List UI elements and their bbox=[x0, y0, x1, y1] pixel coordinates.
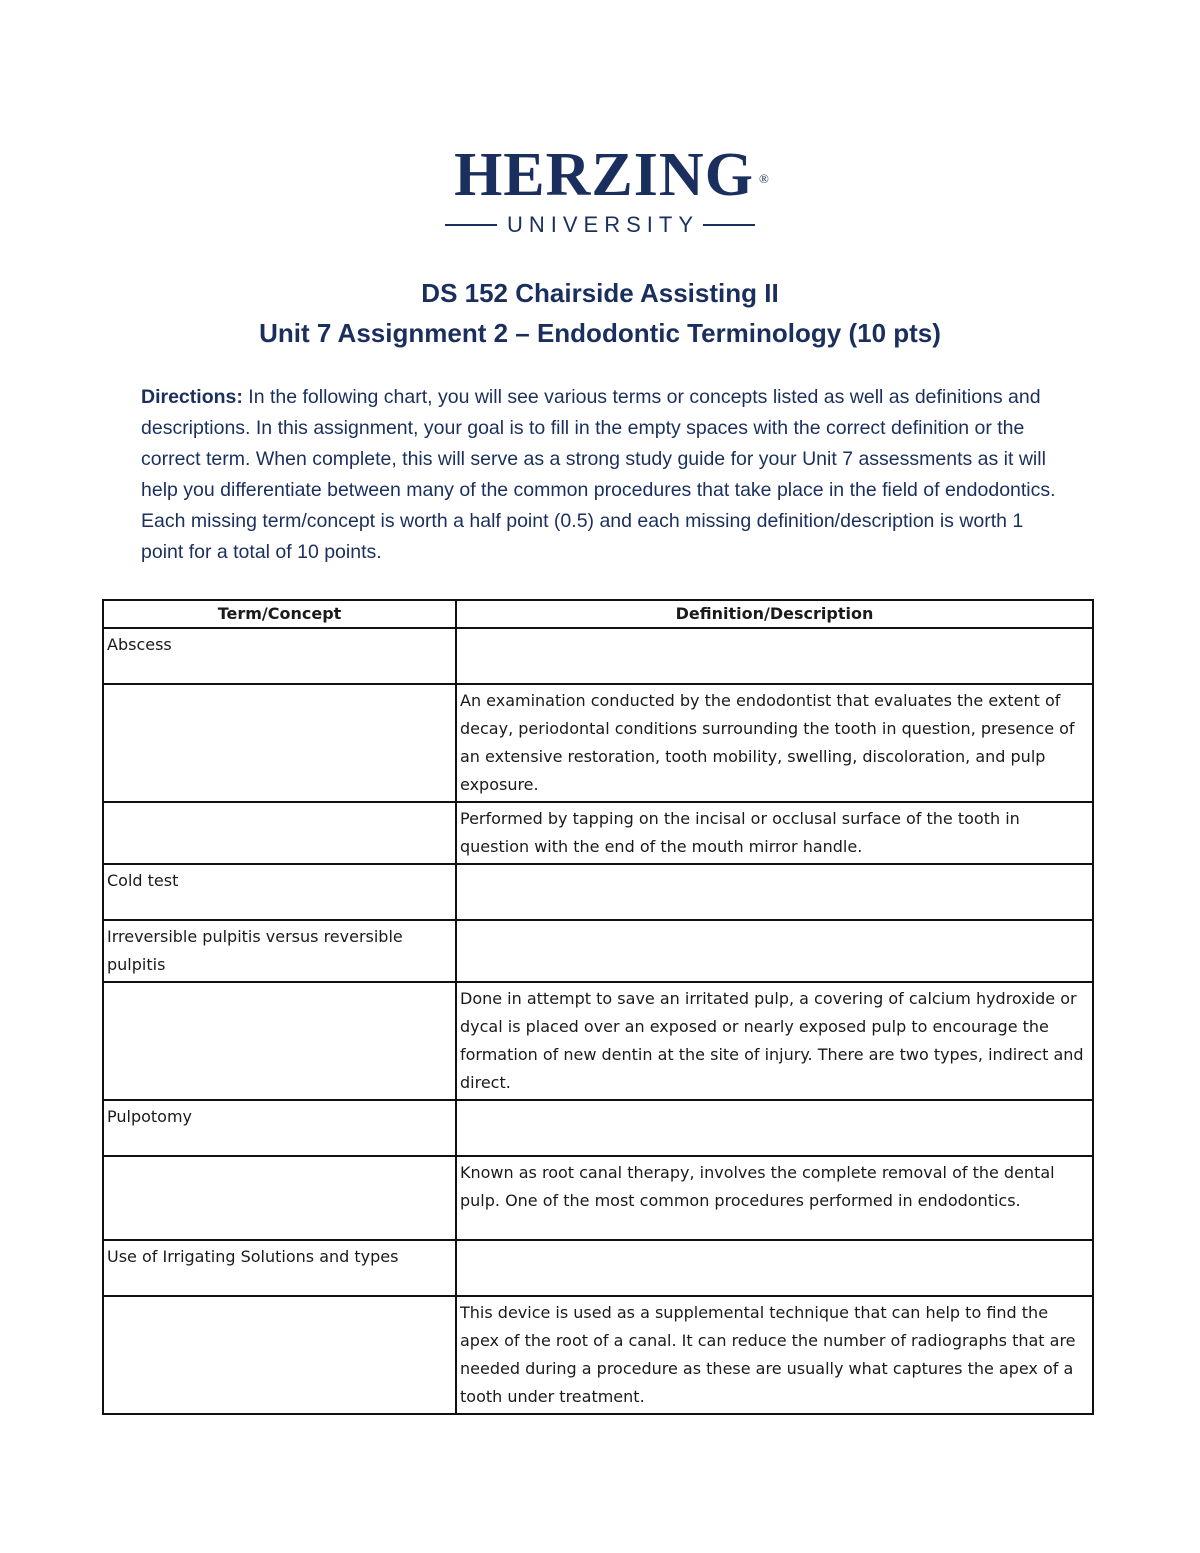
registered-mark: ® bbox=[759, 171, 770, 186]
term-cell[interactable] bbox=[103, 684, 456, 802]
term-cell[interactable] bbox=[103, 982, 456, 1100]
definition-cell[interactable]: Performed by tapping on the incisal or occlusal surface of the tooth in question with the end of the mouth mirror handle. bbox=[456, 802, 1093, 864]
table-row bbox=[103, 1240, 1093, 1296]
directions-text: In the following chart, you will see various terms or concepts listed as well as definitions and descriptions. In this assignment, your goal is to fill in the empty spaces with the correct definition or the correct term. When complete, this will serve as a strong study guide for your Unit 7 assessments as it will help you differentiate between many of the common procedures that take place in the field of endodontics. Each missing term/concept is worth a half point (0.5) and each missing definition/description is worth 1 point for a total of 10 points. bbox=[141, 386, 1056, 563]
directions-label: Directions: bbox=[141, 386, 243, 408]
assignment-title: Unit 7 Assignment 2 – Endodontic Terminology (10 pts) bbox=[259, 318, 941, 348]
term-cell[interactable] bbox=[103, 1156, 456, 1240]
term-cell[interactable] bbox=[103, 802, 456, 864]
table-row bbox=[103, 802, 1093, 864]
definition-cell[interactable] bbox=[456, 1100, 1093, 1156]
document-header bbox=[0, 273, 1200, 353]
definition-cell[interactable]: Known as root canal therapy, involves the complete removal of the dental pulp. One of the most common procedures performed in endodontics. bbox=[456, 1156, 1093, 1240]
definition-cell[interactable]: This device is used as a supplemental technique that can help to find the apex of the root of a canal. It can reduce the number of radiographs that are needed during a procedure as these are usually what captures the apex of a tooth under treatment. bbox=[456, 1296, 1093, 1414]
definition-cell[interactable] bbox=[456, 1240, 1093, 1296]
logo-name-text: HERZING bbox=[454, 141, 754, 209]
university-logo bbox=[0, 143, 1200, 238]
table-row bbox=[103, 1296, 1093, 1414]
term-cell[interactable] bbox=[103, 1296, 456, 1414]
table-row bbox=[103, 1100, 1093, 1156]
logo-subtitle-text: UNIVERSITY bbox=[506, 212, 700, 237]
logo-wordmark bbox=[454, 141, 770, 209]
table-row bbox=[103, 982, 1093, 1100]
table-header-row bbox=[103, 600, 1093, 628]
term-cell[interactable]: Pulpotomy bbox=[103, 1100, 456, 1156]
table-row bbox=[103, 684, 1093, 802]
definition-cell[interactable]: An examination conducted by the endodontist that evaluates the extent of decay, periodontal conditions surrounding the tooth in question, presence of an extensive restoration, tooth mobility, swelling, discoloration, and pulp exposure. bbox=[456, 684, 1093, 802]
term-cell[interactable]: Cold test bbox=[103, 864, 456, 920]
logo-rule-right bbox=[703, 224, 755, 226]
table-row bbox=[103, 1156, 1093, 1240]
logo-subtitle bbox=[0, 212, 1200, 238]
term-cell[interactable]: Use of Irrigating Solutions and types bbox=[103, 1240, 456, 1296]
header-definition: Definition/Description bbox=[456, 600, 1093, 628]
logo-rule-left bbox=[445, 224, 497, 226]
course-title: DS 152 Chairside Assisting II bbox=[421, 278, 779, 308]
table-row bbox=[103, 864, 1093, 920]
directions-paragraph bbox=[141, 382, 1066, 568]
table-row bbox=[103, 920, 1093, 982]
definition-cell[interactable] bbox=[456, 628, 1093, 684]
term-cell[interactable]: Abscess bbox=[103, 628, 456, 684]
table-row bbox=[103, 628, 1093, 684]
term-cell[interactable]: Irreversible pulpitis versus reversible pulpitis bbox=[103, 920, 456, 982]
terminology-table bbox=[102, 599, 1094, 1415]
definition-cell[interactable]: Done in attempt to save an irritated pulp, a covering of calcium hydroxide or dycal is placed over an exposed or nearly exposed pulp to encourage the formation of new dentin at the site of injury. There are two types, indirect and direct. bbox=[456, 982, 1093, 1100]
definition-cell[interactable] bbox=[456, 920, 1093, 982]
header-term: Term/Concept bbox=[103, 600, 456, 628]
definition-cell[interactable] bbox=[456, 864, 1093, 920]
